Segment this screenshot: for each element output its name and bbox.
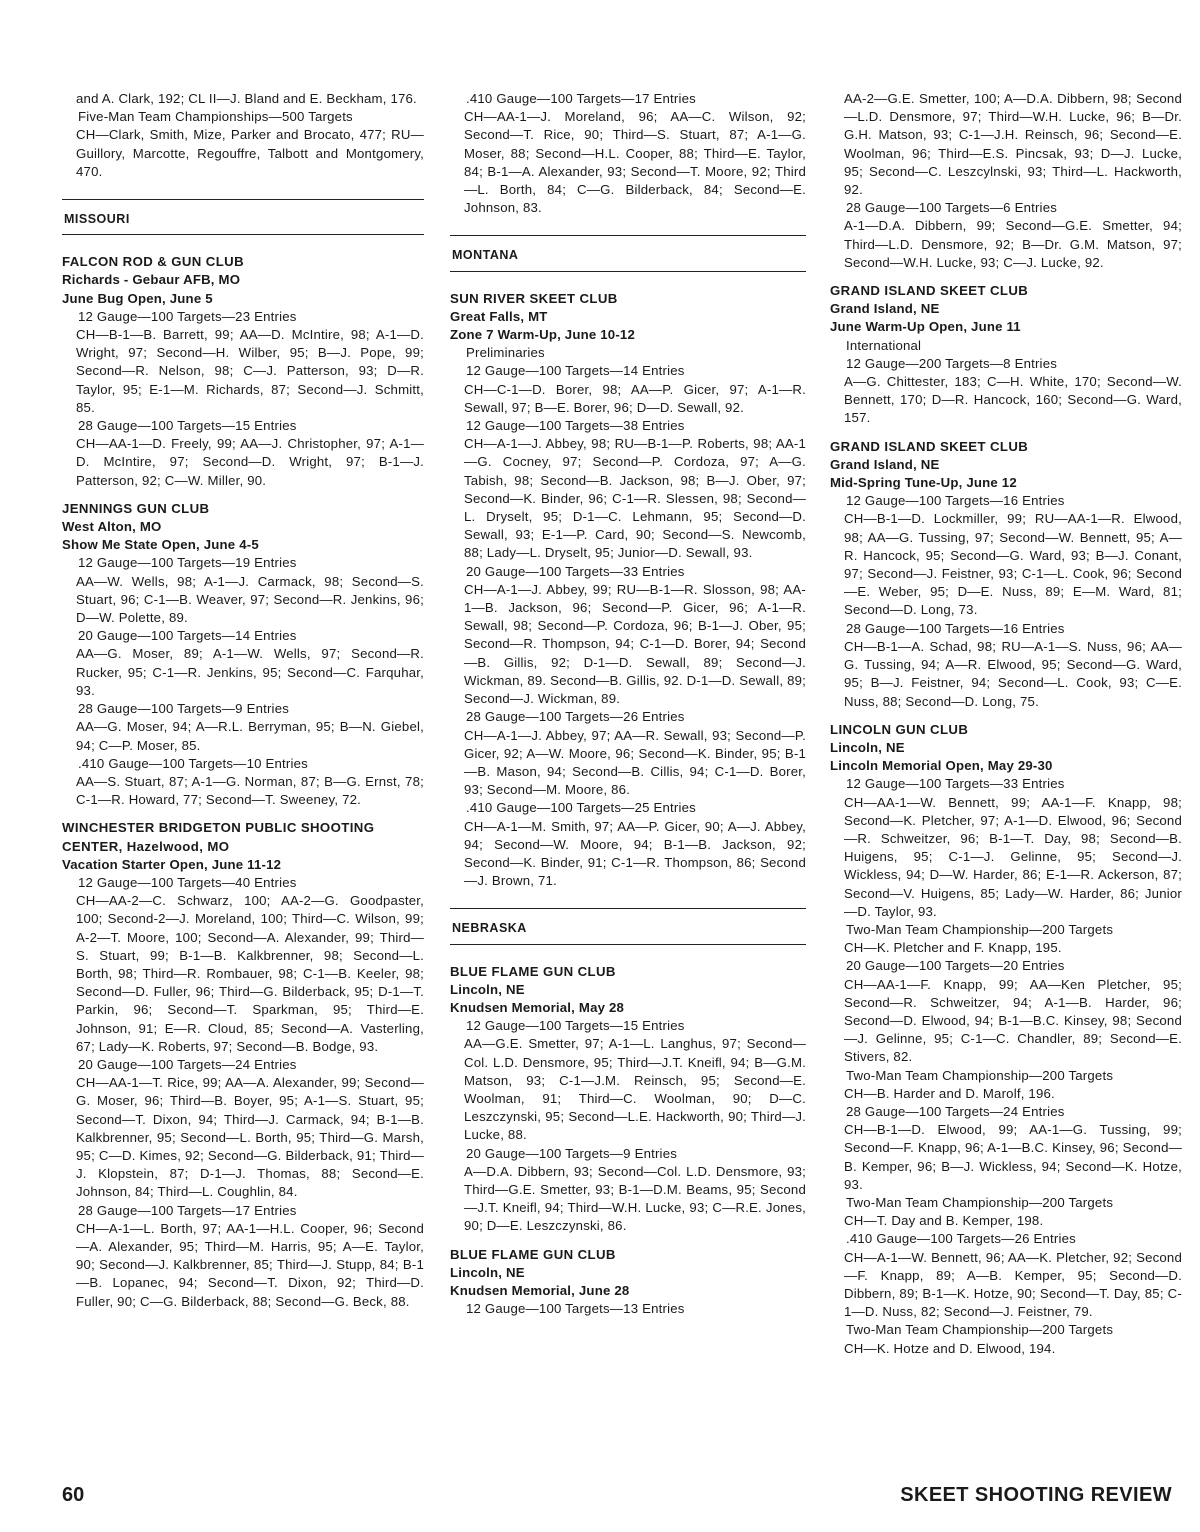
event-subheading: .410 Gauge—100 Targets—25 Entries bbox=[466, 800, 696, 816]
event-subheading: .410 Gauge—100 Targets—10 Entries bbox=[78, 755, 308, 771]
club-name: BLUE FLAME GUN CLUB bbox=[450, 963, 616, 979]
event-subheading: Preliminaries bbox=[466, 345, 545, 361]
results-paragraph: CH—AA-1—D. Freely, 99; AA—J. Christopher, 97; A-1—D. McIntire, 97; Second—D. Wright, 97; B-1—J. Patterson, 92; C—W. Miller, 90. bbox=[76, 436, 424, 488]
club-location: Grand Island, NE bbox=[830, 301, 940, 317]
results-paragraph: CH—AA-1—W. Bennett, 99; AA-1—F. Knapp, 98; Second—K. Pletcher, 97; A-1—D. Elwood, 96; Second—R. Schweitzer, 96; B-1—T. Day, 98; Second—B. Huigens, 95; C-1—J. Gelinne, 95; Second—J. Wickless, 94; D—W. Harder, 86; E-1—R. Ackerson, 87; Second—V. Huigens, 85; Lady—W. Harder, 86; Junior—D. Taylor, 93. bbox=[844, 794, 1182, 919]
event-subheading: 20 Gauge—100 Targets—24 Entries bbox=[78, 1056, 297, 1072]
event-subheading: 12 Gauge—100 Targets—16 Entries bbox=[846, 493, 1065, 509]
event-subheading: 12 Gauge—100 Targets—38 Entries bbox=[466, 418, 685, 434]
event-subheading: 20 Gauge—100 Targets—14 Entries bbox=[78, 628, 297, 644]
results-paragraph: CH—C-1—D. Borer, 98; AA—P. Gicer, 97; A-1—R. Sewall, 97; B—E. Borer, 96; D—D. Sewall, 92. bbox=[464, 381, 806, 415]
results-paragraph: AA-2—G.E. Smetter, 100; A—D.A. Dibbern, 98; Second—L.D. Densmore, 97; Third—W.H. Lucke, 96; B—Dr. G.H. Matson, 93; C-1—J.H. Reinsch, 96; Second—E. Woolman, 96; Third—E.S. Pincsak, 93; D—J. Lucke, 95; Second—C. Leszcylnski, 93; Third—L. Hackworth, 92. bbox=[844, 91, 1182, 198]
state-heading: NEBRASKA bbox=[450, 908, 806, 944]
event-subheading: 28 Gauge—100 Targets—24 Entries bbox=[846, 1103, 1065, 1119]
results-paragraph: CH—B-1—D. Lockmiller, 99; RU—AA-1—R. Elwood, 98; AA—G. Tussing, 97; Second—W. Bennett, 95; A—R. Hancock, 95; Second—G. Ward, 93; B—J. Conant, 97; Second—J. Feistner, 93; C-1—L. Cook, 96; Second—E. Weber, 95; D—E. Nuss, 89; E—M. Ward, 81; Second—D. Long, 73. bbox=[844, 511, 1182, 618]
event-subheading: 20 Gauge—100 Targets—20 Entries bbox=[846, 958, 1065, 974]
event-subheading: 20 Gauge—100 Targets—9 Entries bbox=[466, 1145, 678, 1161]
results-paragraph: CH—A-1—J. Abbey, 99; RU—B-1—R. Slosson, 98; AA-1—B. Jackson, 96; Second—P. Gicer, 96; A-1—R. Sewall, 98; Second—P. Cordoza, 96; B-1—J. Ober, 95; Second—R. Thompson, 94; C-1—D. Borer, 94; Second—B. Gillis, 92; D-1—D. Sewall, 89; Second—J. Wickman, 89. Second—B. Gillis, 92. D-1—D. Sewall, 89; Second—J. Wickman, 89. bbox=[464, 581, 806, 707]
club-location: Richards - Gebaur AFB, MO bbox=[62, 272, 241, 288]
event-title: Mid-Spring Tune-Up, June 12 bbox=[830, 475, 1017, 491]
results-paragraph: CH—A-1—L. Borth, 97; AA-1—H.L. Cooper, 96; Second—A. Alexander, 95; Third—M. Harris, 95; A—E. Taylor, 90; Second—J. Kalkbrenner, 85; Third—J. Stupp, 84; B-1—B. Lopanec, 94; Second—T. Dixon, 92; Third—D. Fuller, 90; C—G. Bilderback, 88; Second—G. Beck, 88. bbox=[76, 1220, 424, 1309]
event-title: Zone 7 Warm-Up, June 10-12 bbox=[450, 327, 635, 343]
results-paragraph: CH—Clark, Smith, Mize, Parker and Brocato, 477; RU—Guillory, Marcotte, Regouffre, Talbott and Montgomery, 470. bbox=[76, 127, 424, 179]
event-title: June Warm-Up Open, June 11 bbox=[830, 319, 1021, 335]
club-location: Lincoln, NE bbox=[830, 739, 905, 755]
column-3 bbox=[830, 90, 1182, 1358]
results-paragraph: AA—S. Stuart, 87; A-1—G. Norman, 87; B—G. Ernst, 78; C-1—R. Howard, 77; Second—T. Sweeney, 72. bbox=[76, 773, 424, 808]
results-paragraph: CH—B-1—D. Elwood, 99; AA-1—G. Tussing, 99; Second—F. Knapp, 96; A-1—B.C. Kinsey, 96; Second—B. Kemper, 96; B—J. Wickless, 94; Second—K. Hotze, 93. bbox=[844, 1122, 1182, 1192]
event-subheading: 28 Gauge—100 Targets—15 Entries bbox=[78, 418, 297, 434]
event-title: June Bug Open, June 5 bbox=[62, 290, 213, 306]
results-paragraph: CH—A-1—W. Bennett, 96; AA—K. Pletcher, 92; Second—F. Knapp, 89; A—B. Kemper, 95; Second—D. Dibbern, 89; B-1—K. Hotze, 90; Second—T. Day, 85; C-1—D. Nuss, 82; Second—J. Feistner, 79. bbox=[844, 1249, 1182, 1320]
club-location: Great Falls, MT bbox=[450, 308, 548, 324]
results-paragraph: CH—K. Hotze and D. Elwood, 194. bbox=[844, 1340, 1056, 1356]
club-name: LINCOLN GUN CLUB bbox=[830, 721, 969, 737]
club-name: GRAND ISLAND SKEET CLUB bbox=[830, 438, 1029, 454]
results-paragraph: and A. Clark, 192; CL II—J. Bland and E. Beckham, 176. bbox=[76, 91, 417, 106]
results-paragraph: CH—AA-1—F. Knapp, 99; AA—Ken Pletcher, 95; Second—R. Schweitzer, 94; A-1—B. Harder, 96; Second—D. Elwood, 94; B-1—B.C. Kinsey, 98; Second—J. Gelinne, 95; C-1—C. Chandler, 89; Second—E. Stivers, 82. bbox=[844, 976, 1182, 1065]
event-title: Vacation Starter Open, June 11-12 bbox=[62, 856, 282, 872]
event-subheading: .410 Gauge—100 Targets—26 Entries bbox=[846, 1231, 1076, 1247]
club-name: BLUE FLAME GUN CLUB bbox=[450, 1246, 616, 1262]
event-subheading: 12 Gauge—100 Targets—13 Entries bbox=[466, 1301, 685, 1317]
event-subheading: 12 Gauge—100 Targets—23 Entries bbox=[78, 308, 297, 324]
event-subheading: 12 Gauge—100 Targets—14 Entries bbox=[466, 363, 685, 379]
club-location: West Alton, MO bbox=[62, 519, 162, 535]
results-paragraph: CH—AA-1—J. Moreland, 96; AA—C. Wilson, 92; Second—T. Rice, 90; Third—S. Stuart, 87; A-1—G. Moser, 88; Second—H.L. Cooper, 88; Third—E. Taylor, 84; B-1—A. Alexander, 93; Second—T. Moore, 92; Third—L. Borth, 84; C—G. Bilderback, 84; Second—E. Johnson, 83. bbox=[464, 109, 806, 216]
event-subheading: 12 Gauge—100 Targets—19 Entries bbox=[78, 555, 297, 571]
club-name: JENNINGS GUN CLUB bbox=[62, 500, 210, 516]
club-name: FALCON ROD & GUN CLUB bbox=[62, 254, 245, 270]
column-1 bbox=[62, 90, 424, 1311]
results-paragraph: A—D.A. Dibbern, 93; Second—Col. L.D. Densmore, 93; Third—G.E. Smetter, 93; B-1—D.M. Beams, 95; Second—J.T. Kneifl, 94; Third—W.H. Lucke, 93; C—R.E. Jones, 90; D—E. Leszczynski, 86. bbox=[464, 1163, 806, 1234]
event-title: Lincoln Memorial Open, May 29-30 bbox=[830, 758, 1053, 774]
club-location: Lincoln, NE bbox=[450, 1264, 525, 1280]
event-title: Show Me State Open, June 4-5 bbox=[62, 537, 259, 553]
results-paragraph: AA—W. Wells, 98; A-1—J. Carmack, 98; Second—S. Stuart, 96; C-1—B. Weaver, 97; Second—R. Jenkins, 96; D—W. Polette, 89. bbox=[76, 573, 424, 626]
results-paragraph: CH—B-1—A. Schad, 98; RU—A-1—S. Nuss, 96; AA—G. Tussing, 94; A—R. Elwood, 95; Second—G. Ward, 95; B—J. Feistner, 94; Second—L. Cook, 93; C—E. Nuss, 88; Second—D. Long, 75. bbox=[844, 638, 1182, 709]
club-name: GRAND ISLAND SKEET CLUB bbox=[830, 283, 1029, 299]
event-subheading: Two-Man Team Championship—200 Targets bbox=[846, 1322, 1114, 1338]
event-subheading: International bbox=[846, 337, 922, 353]
results-paragraph: CH—A-1—M. Smith, 97; AA—P. Gicer, 90; A—J. Abbey, 94; Second—W. Moore, 94; B-1—B. Jackson, 92; Second—K. Binder, 91; C-1—R. Thompson, 86; Second—J. Brown, 71. bbox=[464, 818, 806, 889]
results-paragraph: CH—T. Day and B. Kemper, 198. bbox=[844, 1213, 1044, 1229]
event-subheading: .410 Gauge—100 Targets—17 Entries bbox=[466, 91, 696, 106]
event-subheading: 28 Gauge—100 Targets—6 Entries bbox=[846, 200, 1058, 216]
club-name: WINCHESTER BRIDGETON PUBLIC SHOOTING CENTER, Hazelwood, MO bbox=[62, 820, 375, 854]
event-subheading: 28 Gauge—100 Targets—26 Entries bbox=[466, 709, 685, 725]
results-paragraph: CH—B. Harder and D. Marolf, 196. bbox=[844, 1085, 1055, 1101]
event-subheading: 12 Gauge—100 Targets—40 Entries bbox=[78, 874, 297, 890]
club-name: SUN RIVER SKEET CLUB bbox=[450, 290, 618, 306]
event-subheading: Five-Man Team Championships—500 Targets bbox=[78, 109, 353, 125]
club-location: Grand Island, NE bbox=[830, 456, 940, 472]
results-paragraph: A-1—D.A. Dibbern, 99; Second—G.E. Smetter, 94; Third—L.D. Densmore, 92; B—Dr. G.M. Matson, 97; Second—W.H. Lucke, 93; C—J. Lucke, 92. bbox=[844, 218, 1182, 270]
results-paragraph: CH—AA-1—T. Rice, 99; AA—A. Alexander, 99; Second—G. Moser, 96; Third—B. Boyer, 95; A-1—S. Stuart, 95; Second—T. Dixon, 94; Third—J. Carmack, 94; B-1—B. Kalkbrenner, 95; Second—L. Borth, 95; Third—G. Marsh, 95; C—D. Kimes, 92; Second—G. Bilderback, 91; Third—J. Klopstein, 87; D-1—J. Thomas, 88; Second—E. Johnson, 84; Third—L. Coughlin, 84. bbox=[76, 1075, 424, 1200]
column-2 bbox=[450, 90, 806, 1318]
event-subheading: 28 Gauge—100 Targets—16 Entries bbox=[846, 620, 1065, 636]
page-number: 60 bbox=[62, 1484, 85, 1506]
results-paragraph: AA—G.E. Smetter, 97; A-1—L. Langhus, 97; Second—Col. L.D. Densmore, 95; Third—J.T. Kneifl, 94; B—G.M. Matson, 93; C-1—J.M. Reinsch, 95; Second—E. Woolman, 91; Third—C. Woolman, 90; D—C. Leszczynski, 95; Second—L.E. Hackworth, 90; Third—J. Lucke, 88. bbox=[464, 1036, 806, 1143]
club-location: Lincoln, NE bbox=[450, 981, 525, 997]
results-paragraph: CH—AA-2—C. Schwarz, 100; AA-2—G. Goodpaster, 100; Second-2—J. Moreland, 100; Third—C. Wilson, 99; A-2—T. Moore, 100; Second—A. Alexander, 99; Third—S. Stuart, 99; B-1—B. Kalkbrenner, 98; Second—L. Borth, 98; Third—R. Rombauer, 98; C-1—B. Keeler, 98; Second—D. Fuller, 96; Third—G. Bilderback, 95; D-1—T. Parkin, 96; Second—T. Sparkman, 95; Third—E. Johnson, 91; E—R. Cloud, 85; Second—A. Vasterling, 67; Lady—K. Roberts, 97; Second—B. Bodge, 93. bbox=[76, 893, 424, 1054]
results-paragraph: CH—K. Pletcher and F. Knapp, 195. bbox=[844, 940, 1062, 956]
event-subheading: 28 Gauge—100 Targets—9 Entries bbox=[78, 701, 290, 717]
event-title: Knudsen Memorial, May 28 bbox=[450, 999, 625, 1015]
event-subheading: 20 Gauge—100 Targets—33 Entries bbox=[466, 563, 685, 579]
results-paragraph: A—G. Chittester, 183; C—H. White, 170; Second—W. Bennett, 170; D—R. Hancock, 160; Second—G. Ward, 157. bbox=[844, 374, 1182, 426]
results-paragraph: AA—G. Moser, 89; A-1—W. Wells, 97; Second—R. Rucker, 95; C-1—R. Jenkins, 95; Second—C. Farquhar, 93. bbox=[76, 646, 424, 698]
publication-title: SKEET SHOOTING REVIEW bbox=[900, 1484, 1172, 1506]
event-subheading: Two-Man Team Championship—200 Targets bbox=[846, 1067, 1114, 1083]
event-subheading: 12 Gauge—200 Targets—8 Entries bbox=[846, 355, 1058, 371]
results-paragraph: CH—A-1—J. Abbey, 97; AA—R. Sewall, 93; Second—P. Gicer, 92; A—W. Moore, 96; Second—K. Binder, 95; B-1—B. Mason, 94; Second—B. Cillis, 94; C-1—D. Borer, 93; Second—M. Moore, 86. bbox=[464, 727, 806, 798]
event-subheading: 12 Gauge—100 Targets—15 Entries bbox=[466, 1018, 685, 1034]
event-title: Knudsen Memorial, June 28 bbox=[450, 1282, 630, 1298]
state-heading: MONTANA bbox=[450, 235, 806, 271]
event-subheading: 28 Gauge—100 Targets—17 Entries bbox=[78, 1202, 297, 1218]
state-heading: MISSOURI bbox=[62, 199, 424, 235]
results-paragraph: CH—A-1—J. Abbey, 98; RU—B-1—P. Roberts, 98; AA-1—G. Cocney, 97; Second—P. Cordoza, 97; A—G. Tabish, 98; Second—B. Jackson, 98; B—J. Ober, 97; Second—K. Binder, 96; C-1—R. Slessen, 98; Second—L. Dryselt, 95; D-1—C. Lehmann, 95; Second—D. Sewall, 93; E-1—P. Card, 90; Second—S. Newcomb, 88; Lady—L. Dryselt, 95; Junior—D. Sewall, 93. bbox=[464, 436, 806, 561]
event-subheading: Two-Man Team Championship—200 Targets bbox=[846, 1194, 1114, 1210]
results-paragraph: AA—G. Moser, 94; A—R.L. Berryman, 95; B—N. Giebel, 94; C—P. Moser, 85. bbox=[76, 719, 424, 753]
event-subheading: 12 Gauge—100 Targets—33 Entries bbox=[846, 776, 1065, 792]
results-paragraph: CH—B-1—B. Barrett, 99; AA—D. McIntire, 98; A-1—D. Wright, 97; Second—H. Wilber, 95; B—J. Pope, 99; Second—R. Nelson, 98; C—J. Patterson, 93; D—R. Taylor, 95; E-1—M. Richards, 87; Second—J. Schmitt, 85. bbox=[76, 327, 424, 415]
event-subheading: Two-Man Team Championship—200 Targets bbox=[846, 921, 1114, 937]
